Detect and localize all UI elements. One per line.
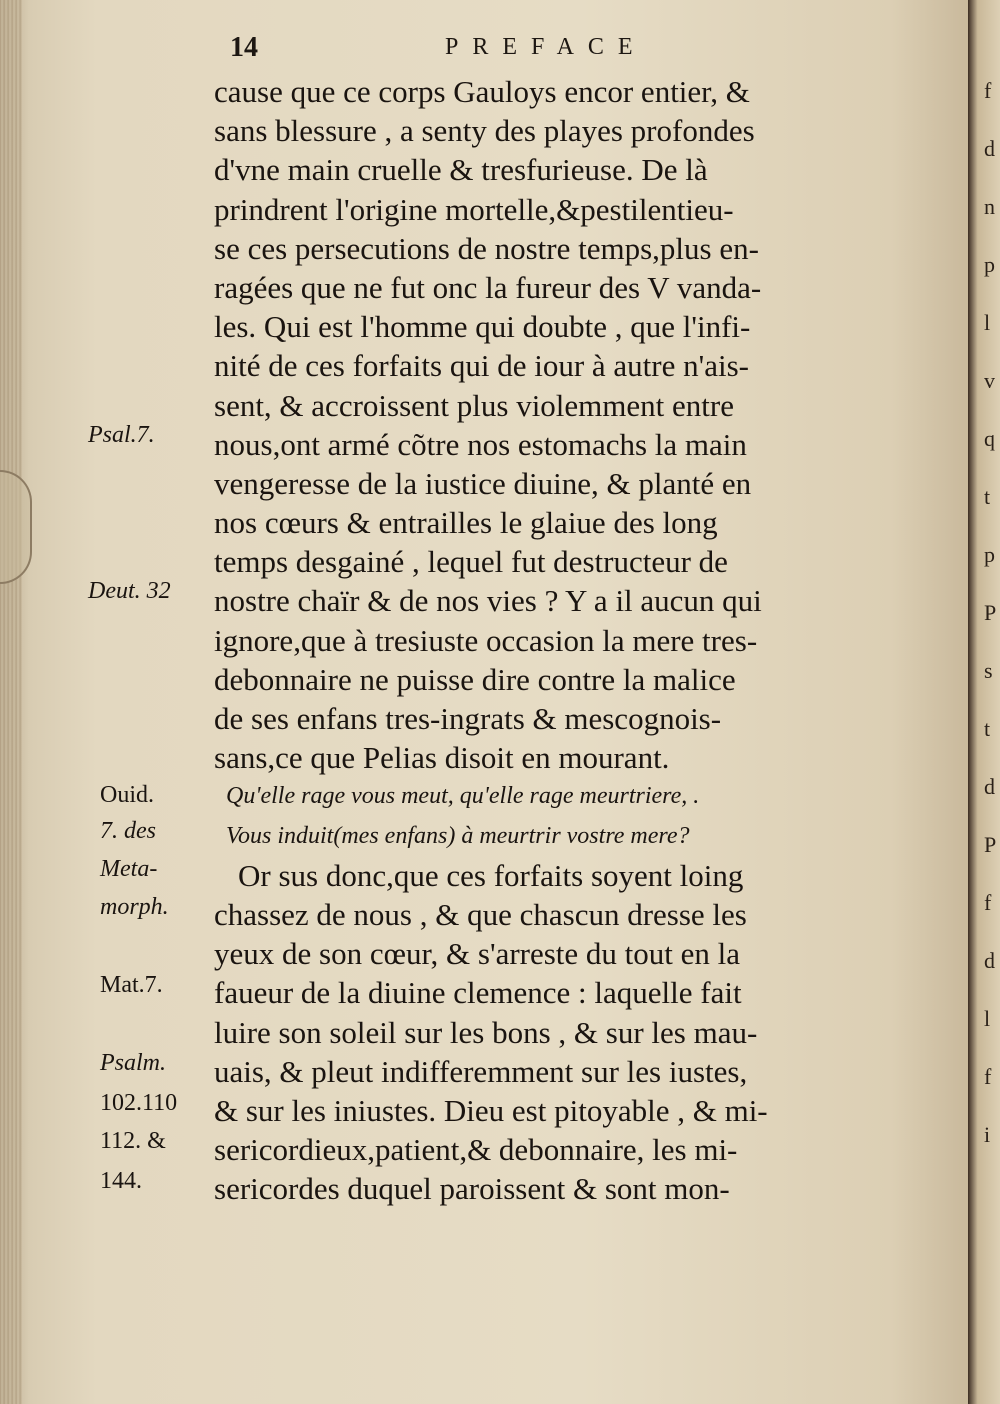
facing-page-glyph: s bbox=[984, 658, 993, 683]
margin-note-psalm: Psalm. bbox=[100, 1050, 166, 1076]
margin-note-psalm: 144. bbox=[100, 1168, 142, 1194]
facing-page-glyph: f bbox=[984, 890, 992, 915]
facing-page-glyph: d bbox=[984, 136, 995, 161]
facing-page-glyph: q bbox=[984, 426, 995, 451]
page-number: 14 bbox=[230, 32, 258, 63]
facing-page-glyph: p bbox=[984, 252, 995, 277]
margin-note-ouid: 7. des bbox=[100, 818, 156, 844]
margin-note-psal7: Psal.7. bbox=[88, 422, 155, 448]
verse-line: Qu'elle rage vous meut, qu'elle rage meurtriere, . bbox=[226, 783, 700, 810]
text-line: temps desgainé , lequel fut destructeur de bbox=[214, 544, 728, 580]
facing-page-glyph: l bbox=[984, 1006, 991, 1031]
text-line: nostre chaïr & de nos vies ? Y a il aucun qui bbox=[214, 583, 762, 619]
page-clasp bbox=[0, 470, 32, 584]
running-title: PREFACE bbox=[445, 34, 647, 60]
text-line: yeux de son cœur, & s'arreste du tout en la bbox=[214, 936, 741, 972]
facing-page-glyph: i bbox=[984, 1122, 991, 1147]
facing-page-glyph: d bbox=[984, 948, 995, 973]
body-text bbox=[214, 72, 894, 1208]
text-line: & sur les iniustes. Dieu est pitoyable , & mi- bbox=[214, 1092, 768, 1128]
verse-line: Vous induit(mes enfans) à meurtrir vostre mere? bbox=[226, 822, 690, 849]
text-line: sericordes duquel paroissent & sont mon- bbox=[214, 1171, 730, 1207]
text-line: sericordieux,patient,& debonnaire, les mi- bbox=[214, 1132, 738, 1168]
text-line: de ses enfans tres-ingrats & mescognois- bbox=[214, 701, 722, 736]
facing-page-glyph: t bbox=[984, 716, 991, 741]
text-line: cause que ce corps Gauloys encor entier, & bbox=[214, 74, 750, 109]
running-head bbox=[230, 32, 890, 72]
text-line: sans blessure , a senty des playes profondes bbox=[214, 113, 755, 149]
text-line: vengeresse de la iustice diuine, & planté en bbox=[214, 465, 752, 501]
margin-note-ouid: morph. bbox=[100, 894, 169, 920]
facing-page-glyph: t bbox=[984, 484, 991, 509]
text-line: prindrent l'origine mortelle,&pestilentieu- bbox=[214, 191, 734, 227]
margin-note-psalm: 102.110 bbox=[100, 1090, 178, 1116]
text-line: ragées que ne fut onc la fureur des V vanda- bbox=[214, 269, 762, 305]
text-line: nous,ont armé cõtre nos estomachs la main bbox=[214, 426, 747, 462]
text-line: d'vne main cruelle & tresfurieuse. De là bbox=[214, 152, 708, 188]
text-line: luire son soleil sur les bons , & sur les mau- bbox=[214, 1014, 758, 1050]
page-edge bbox=[0, 0, 22, 1404]
facing-page-glyph: f bbox=[984, 78, 992, 103]
text-line: chassez de nous , & que chascun dresse les bbox=[214, 896, 747, 932]
facing-page-glyph: f bbox=[984, 1064, 992, 1089]
facing-page-glyph: P bbox=[984, 832, 997, 857]
text-line: uais, & pleut indifferemment sur les iustes, bbox=[214, 1053, 748, 1089]
facing-page-glyph: l bbox=[984, 310, 991, 335]
text-line: sans,ce que Pelias disoit en mourant. bbox=[214, 740, 670, 776]
text-line: les. Qui est l'homme qui doubte , que l'infi- bbox=[214, 309, 751, 345]
text-line: sent, & accroissent plus violemment entre bbox=[214, 387, 734, 423]
text-line: Or sus donc,que ces forfaits soyent loing bbox=[238, 857, 744, 893]
text-line: se ces persecutions de nostre temps,plus en- bbox=[214, 230, 759, 266]
facing-page-glyph: n bbox=[984, 194, 995, 219]
margin-note-psalm: 112. & bbox=[100, 1128, 166, 1154]
facing-page-glyph: P bbox=[984, 600, 997, 625]
margin-note-mat7: Mat.7. bbox=[100, 972, 163, 998]
margin-note-ouid: Meta- bbox=[100, 856, 158, 882]
facing-page-glyph: v bbox=[984, 368, 995, 393]
text-line: nos cœurs & entrailles le glaiue des long bbox=[214, 505, 718, 541]
margin-note-deut32: Deut. 32 bbox=[88, 578, 171, 604]
facing-page-glyph: d bbox=[984, 774, 995, 799]
text-line: debonnaire ne puisse dire contre la malice bbox=[214, 661, 736, 697]
text-line: nité de ces forfaits qui de iour à autre n'ais- bbox=[214, 348, 749, 384]
margin-note-ouid: Ouid. bbox=[100, 782, 154, 808]
facing-page-glyph: p bbox=[984, 542, 995, 567]
text-line: ignore,que à tresiuste occasion la mere tres- bbox=[214, 622, 758, 658]
text-line: faueur de la diuine clemence : laquelle fait bbox=[214, 975, 742, 1011]
